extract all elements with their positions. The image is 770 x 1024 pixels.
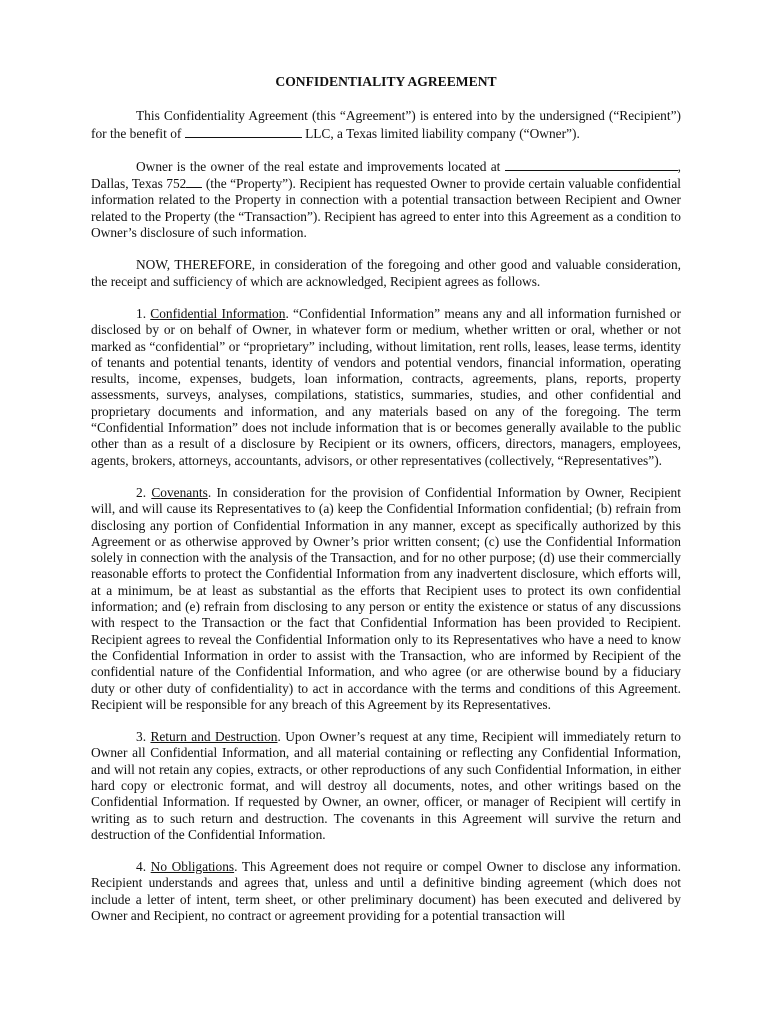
property-address-blank[interactable] [505,158,678,171]
section-heading: Confidential Information [150,305,286,321]
owner-paragraph [91,158,681,241]
owner-text-part2: , Dallas, Texas 752 [91,158,681,192]
beneficiary-name-blank[interactable] [185,125,302,138]
section-heading: Return and Destruction [150,729,278,745]
section-number: 2. [136,484,147,500]
section-number: 3. [136,729,147,745]
section-heading: No Obligations [150,859,235,875]
section-heading: Covenants [151,484,208,500]
section-number: 4. [136,859,147,875]
document-title: CONFIDENTIALITY AGREEMENT [275,74,497,89]
owner-text-part1: Owner is the owner of the real estate and improvements located at [136,158,505,174]
document-page [91,74,681,940]
section-no-obligations [91,859,681,924]
intro-text-part1: This Confidentiality Agreement (this “Agreement”) is entered into by the undersigned (“Recipient”) for the benefit of [91,108,681,141]
intro-text-part2: LLC, a Texas limited liability company (“Owner”). [301,125,580,141]
section-number: 1. [136,305,147,321]
zip-code-blank[interactable] [186,175,202,188]
now-therefore-paragraph: NOW, THEREFORE, in consideration of the foregoing and other good and valuable consideration, the receipt and sufficiency of which are acknowledged, Recipient agrees as follows. [91,257,681,289]
section-text: . Upon Owner’s request at any time, Recipient will immediately return to Owner all Confidential Information, and all material containing or reflecting any Confidential Information, and will not retain any copies, extracts, or other reproductions of any such Confidential Information, in either hard copy or electronic format, and will destroy all documents, notes, and other writings based on the Confidential Information. If requested by Owner, an owner, officer, or manager of Recipient will certify in writing as to such return and destruction. The covenants in this Agreement will survive the return and destruction of the Confidential Information. [91,729,681,842]
section-text: . “Confidential Information” means any and all information furnished or disclosed by or on behalf of Owner, in whatever form or medium, whether written or oral, whether or not marked as “confidential” or “proprietary” including, without limitation, rent rolls, leases, lease terms, identity of tenants and potential tenants, identity of vendors and potential vendors, financial information, operating results, income, expenses, budgets, loan information, contracts, agreements, plans, reports, property assessments, surveys, analyses, compilations, statistics, summaries, studies, and other confidential and proprietary documents and information, and any materials based on any of the foregoing. The term “Confidential Information” does not include information that is or becomes generally available to the public other than as a result of a disclosure by Recipient or its owners, officers, directors, managers, employees, agents, brokers, attorneys, accountants, advisors, or other representatives (collectively, “Representatives”). [91,305,681,468]
section-return-and-destruction [91,729,681,843]
section-text: . This Agreement does not require or compel Owner to disclose any information. Recipient understands and agrees that, unless and until a definitive binding agreement (which does not include a letter of intent, term sheet, or other preliminary document) has been executed and delivered by Owner and Recipient, no contract or agreement providing for a potential transaction will [91,859,681,924]
section-text: . In consideration for the provision of Confidential Information by Owner, Recipient will, and will cause its Representatives to (a) keep the Confidential Information confidential; (b) refrain from disclosing any portion of Confidential Information in any manner, except as specifically authorized by this Agreement or as otherwise approved by Owner’s prior written consent; (c) use the Confidential Information solely in connection with the analysis of the Transaction, and for no other purpose; (d) use their commercially reasonable efforts to protect the Confidential Information from any inadvertent disclosure, which efforts will, at a minimum, be at least as substantial as the efforts that Recipient uses to protect its own confidential information; and (e) refrain from disclosing to any person or entity the existence or status of any discussions with respect to the Transaction or the fact that Confidential Information has been provided to Recipient. Recipient agrees to reveal the Confidential Information only to its Representatives who have a need to know the Confidential Information in order to assist with the Transaction, who are informed by Recipient of the confidential nature of the Confidential Information, and who agree (or are otherwise bound by a fiduciary duty or other duty of confidentiality) to act in accordance with the terms and conditions of this Agreement. Recipient will be responsible for any breach of this Agreement by its Representatives. [91,484,681,712]
owner-text-part3: (the “Property”). Recipient has requested Owner to provide certain valuable confidential information related to the Property in connection with a potential transaction between Recipient and Owner related to the Property (the “Transaction”). Recipient has agreed to enter into this Agreement as a condition to Owner’s disclosure of such information. [91,176,681,241]
section-confidential-information [91,306,681,469]
intro-paragraph [91,108,681,142]
section-covenants [91,485,681,713]
